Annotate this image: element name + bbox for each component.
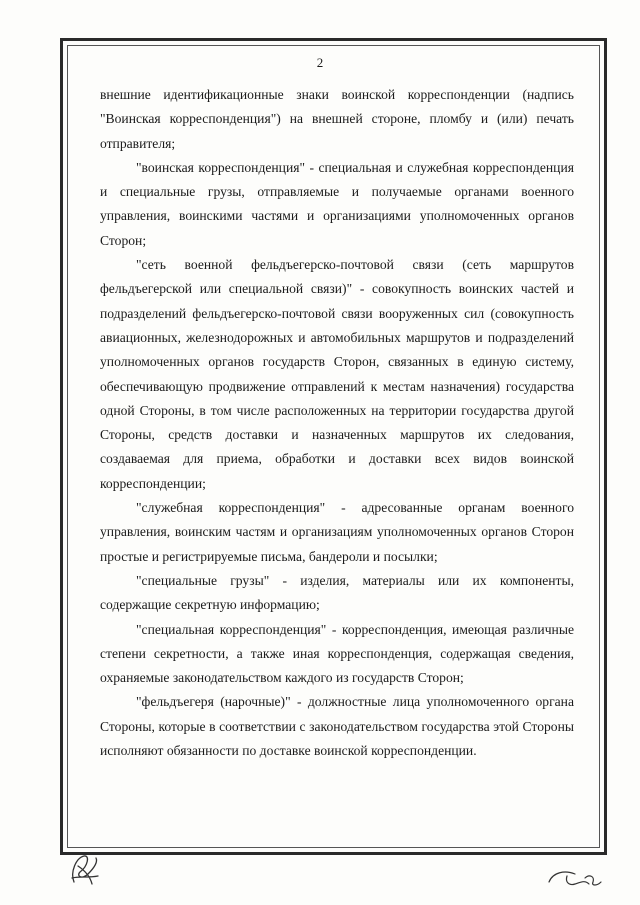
page-number: 2 [316, 55, 324, 70]
document-body [100, 83, 574, 763]
paragraph-definition-special-cargo: "специальные грузы" - изделия, материалы или их компоненты, содержащие секретную информацию; [100, 572, 574, 613]
paragraph-definition-special-mail: "специальная корреспонденция" - корреспонденция, имеющая различные степени секретности, а также иная корреспонденция, содержащая сведения, охраняемые законодательством каждого из государств Сторон; [100, 621, 574, 686]
signature-right-icon [545, 866, 605, 890]
signature-left-icon [68, 852, 102, 888]
paragraph-definition-military-mail: "воинская корреспонденция" - специальная и служебная корреспонденция и специальные грузы, отправляемые и получаемые органами военного управления, воинскими частями и организациями уполномоченных органов Сторон; [100, 159, 574, 248]
paragraph-definition-courier-network: "сеть военной фельдъегерско-почтовой связи (сеть маршрутов фельдъегерской или специальной связи)" - совокупность воинских частей и подразделений фельдъегерско-почтовой связи вооруженных сил (совокупность авиационных, железнодорожных и автомобильных маршрутов и подразделений уполномоченных органов государств Сторон, связанных в единую систему, обеспечивающую продвижение отправлений к местам назначения) государства одной Стороны, в том числе расположенных на территории государства другой Стороны, средств доставки и назначенных маршрутов их следования, создаваемая для приема, обработки и доставки всех видов воинской корреспонденции; [100, 257, 574, 491]
paragraph-definition-couriers: "фельдъегеря (нарочные)" - должностные лица уполномоченного органа Стороны, которые в соответствии с законодательством государства этой Стороны исполняют обязанности по доставке воинской корреспонденции. [100, 694, 574, 759]
paragraph-continuation: внешние идентификационные знаки воинской корреспонденции (надпись "Воинская корреспонденция") на внешней стороне, пломбу и (или) печать отправителя; [100, 87, 574, 151]
paragraph-definition-official-mail: "служебная корреспонденция" - адресованные органам военного управления, воинским частям и организациям уполномоченных органов Сторон простые и регистрируемые письма, бандероли и посылки; [100, 500, 574, 564]
